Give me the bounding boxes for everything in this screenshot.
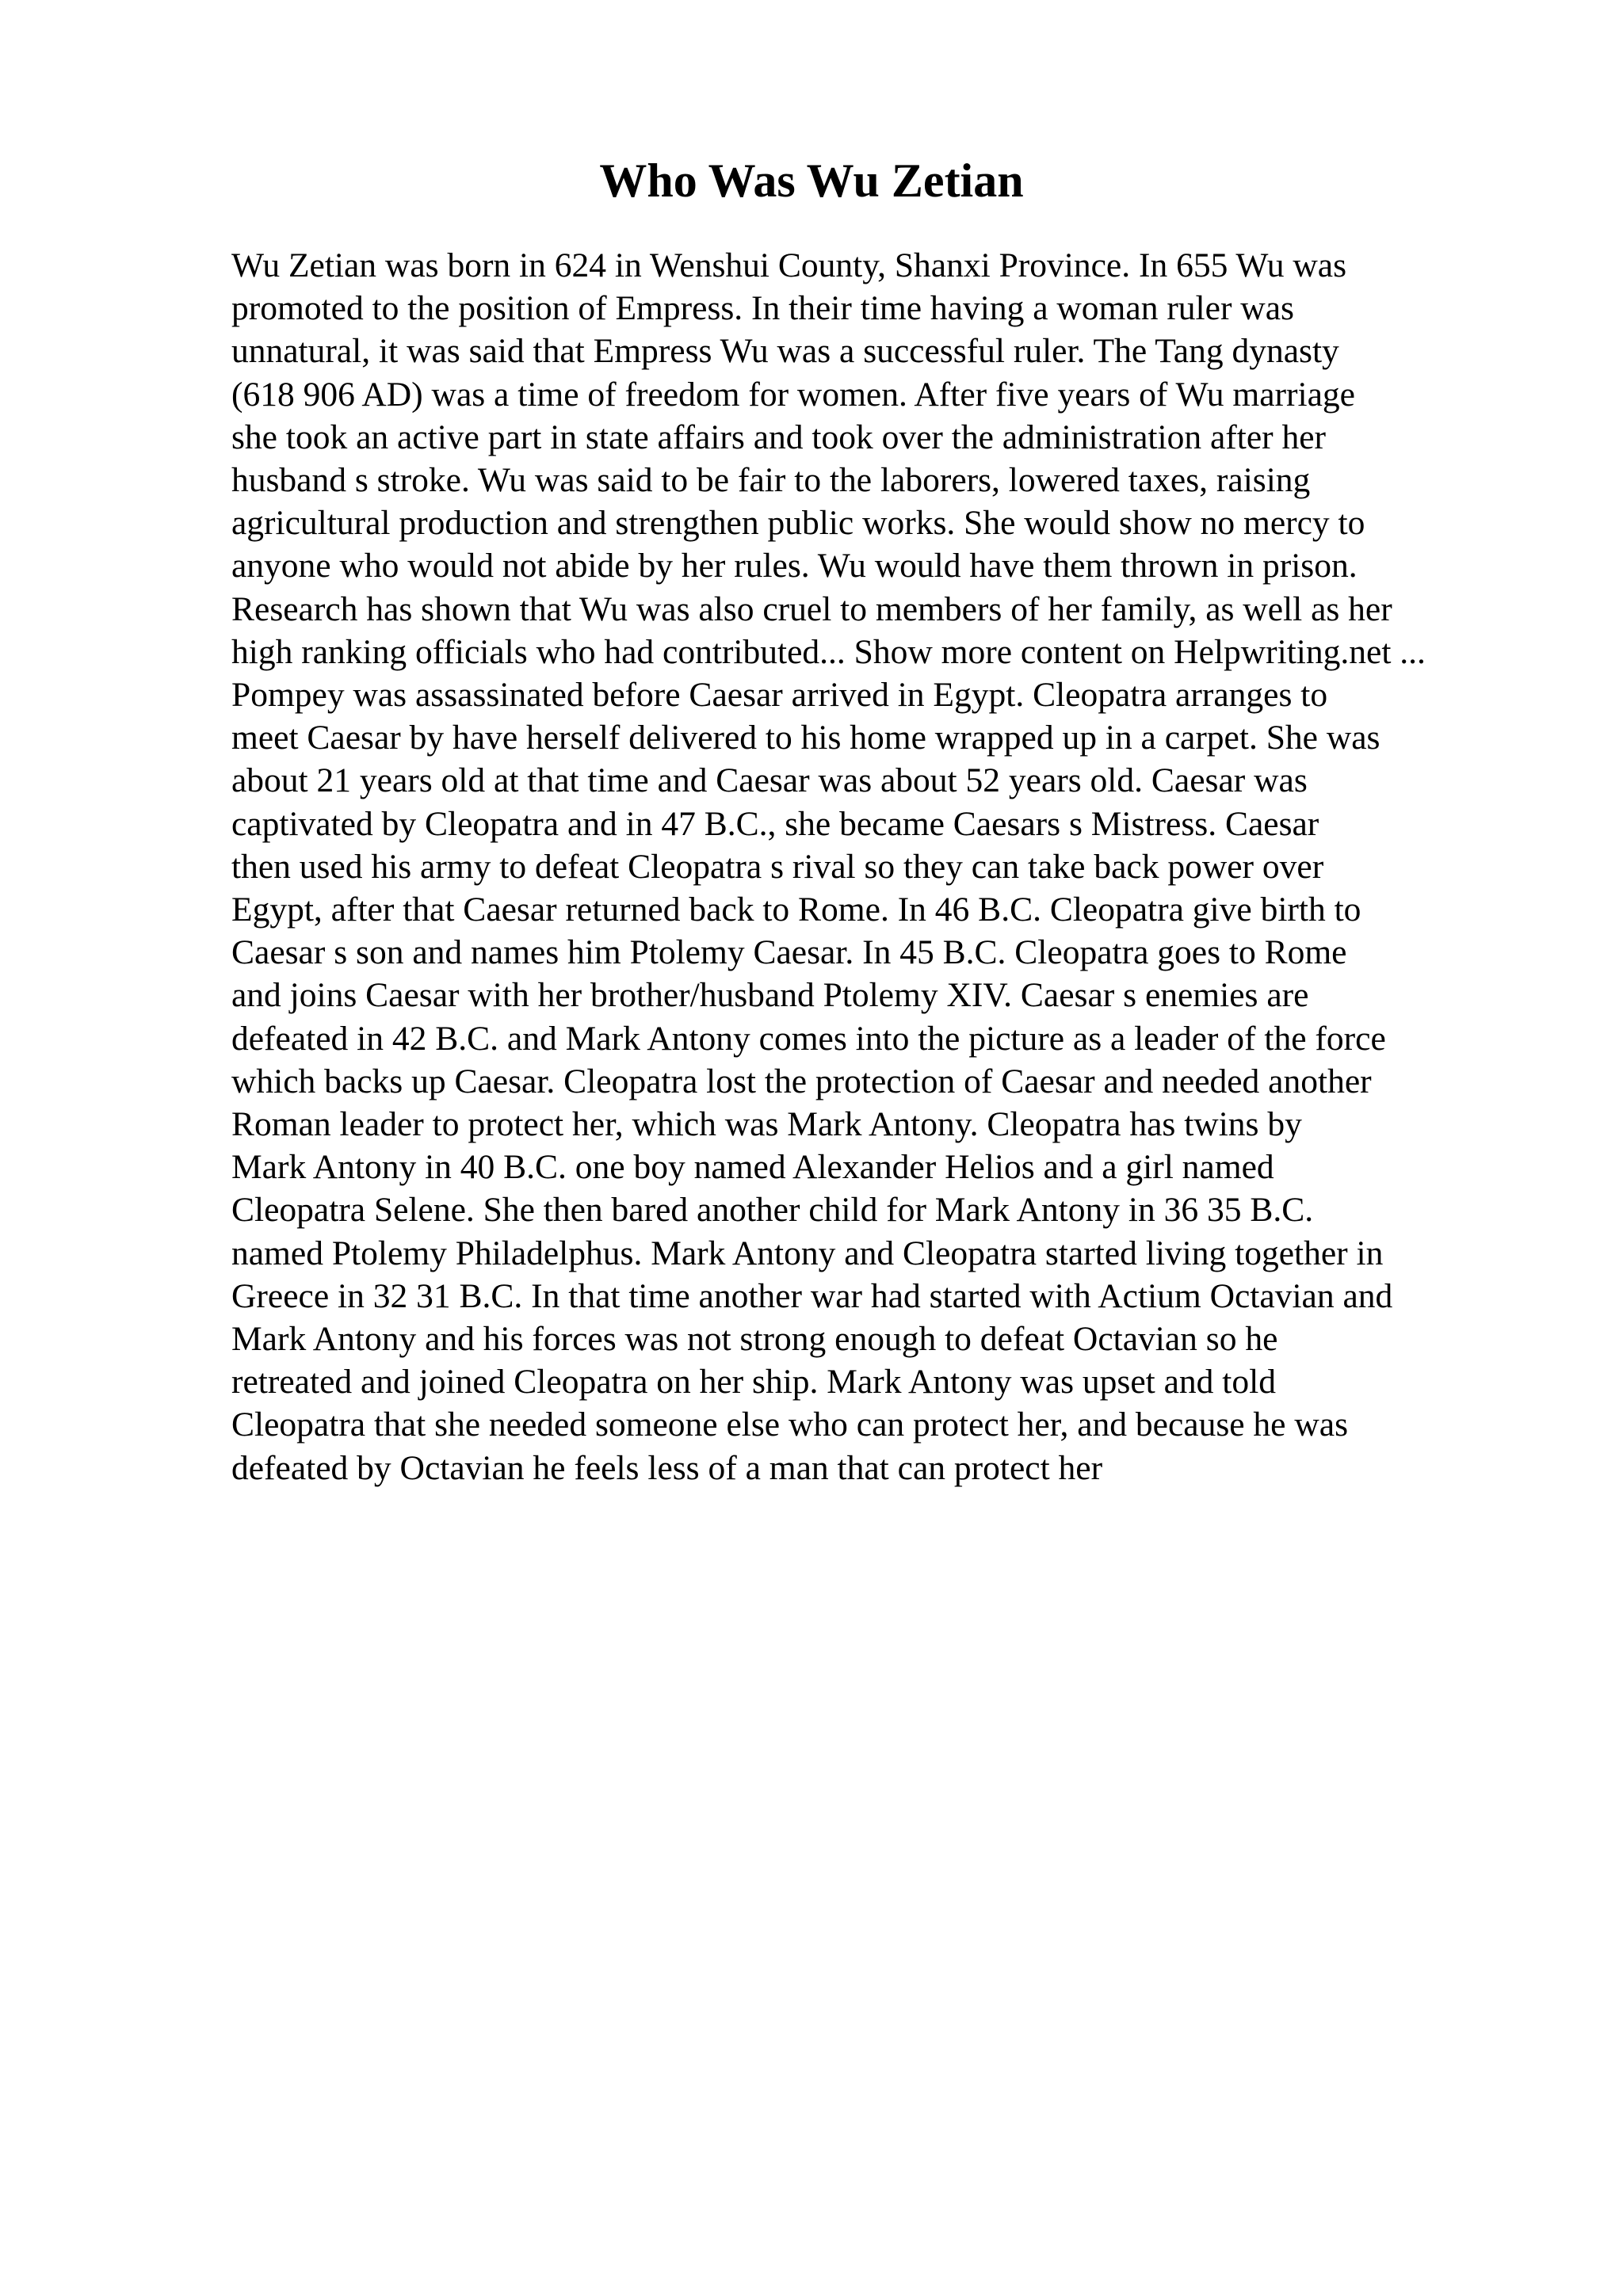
body-line: Cleopatra Selene. She then bared another child for Mark Antony in 36 35 B.C. — [231, 1191, 1314, 1230]
body-line: which backs up Caesar. Cleopatra lost the protection of Caesar and needed another — [231, 1062, 1372, 1100]
body-line: Greece in 32 31 B.C. In that time another war had started with Actium Octavian and — [231, 1276, 1393, 1315]
body-line: promoted to the position of Empress. In their time having a woman ruler was — [231, 289, 1294, 328]
body-line: defeated by Octavian he feels less of a man that can protect her — [231, 1448, 1103, 1487]
body-line: Caesar s son and names him Ptolemy Caesar. In 45 B.C. Cleopatra goes to Rome — [231, 933, 1347, 972]
body-line: and joins Caesar with her brother/husband Ptolemy XIV. Caesar s enemies are — [231, 976, 1309, 1015]
body-line: then used his army to defeat Cleopatra s rival so they can take back power over — [231, 847, 1324, 886]
body-line: Mark Antony in 40 B.C. one boy named Alexander Helios and a girl named — [231, 1148, 1274, 1187]
body-line: defeated in 42 B.C. and Mark Antony comes into the picture as a leader of the force — [231, 1019, 1386, 1058]
body-line: about 21 years old at that time and Caesar was about 52 years old. Caesar was — [231, 761, 1308, 800]
body-line: Pompey was assassinated before Caesar arrived in Egypt. Cleopatra arranges to — [231, 676, 1328, 715]
body-line: agricultural production and strengthen public works. She would show no mercy to — [231, 504, 1365, 543]
body-line: anyone who would not abide by her rules. Wu would have them thrown in prison. — [231, 547, 1358, 585]
body-line: Research has shown that Wu was also cruel to members of her family, as well as her — [231, 589, 1392, 628]
document-title: Who Was Wu Zetian — [599, 154, 1024, 207]
body-line: Cleopatra that she needed someone else who can protect her, and because he was — [231, 1405, 1349, 1444]
body-line: (618 906 AD) was a time of freedom for women. After five years of Wu marriage — [231, 375, 1355, 414]
body-line: Roman leader to protect her, which was Mark Antony. Cleopatra has twins by — [231, 1105, 1302, 1144]
body-line: Mark Antony and his forces was not strong enough to defeat Octavian so he — [231, 1320, 1278, 1359]
body-line: Egypt, after that Caesar returned back to Rome. In 46 B.C. Cleopatra give birth to — [231, 891, 1361, 929]
body-line: high ranking officials who had contributed... Show more content on Helpwriting.net ... — [231, 632, 1426, 671]
document-body — [231, 244, 1623, 1489]
body-line: meet Caesar by have herself delivered to his home wrapped up in a carpet. She was — [231, 719, 1381, 757]
body-line: Wu Zetian was born in 624 in Wenshui County, Shanxi Province. In 655 Wu was — [231, 246, 1346, 284]
body-line: she took an active part in state affairs and took over the administration after her — [231, 418, 1327, 456]
body-line: named Ptolemy Philadelphus. Mark Antony and Cleopatra started living together in — [231, 1234, 1384, 1272]
body-line: retreated and joined Cleopatra on her ship. Mark Antony was upset and told — [231, 1363, 1276, 1402]
body-line: captivated by Cleopatra and in 47 B.C., she became Caesars s Mistress. Caesar — [231, 804, 1319, 843]
body-line: husband s stroke. Wu was said to be fair to the laborers, lowered taxes, raising — [231, 461, 1311, 500]
body-line: unnatural, it was said that Empress Wu was a successful ruler. The Tang dynasty — [231, 332, 1339, 371]
